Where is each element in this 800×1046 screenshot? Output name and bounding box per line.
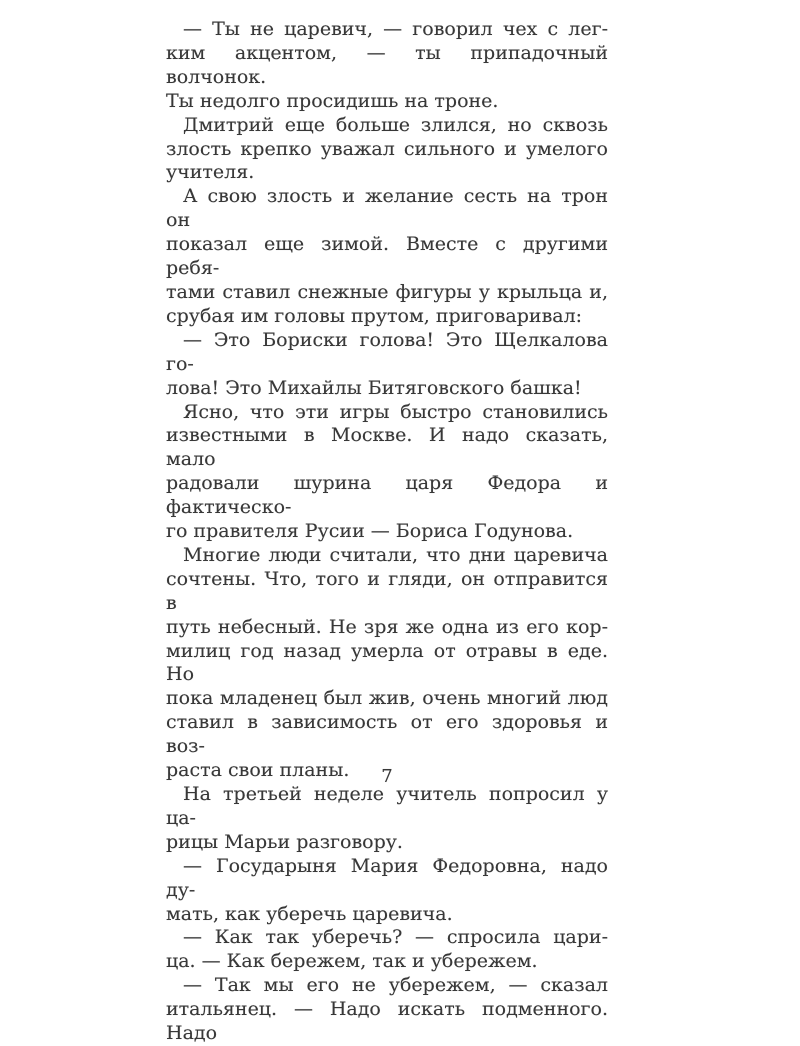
text-line: сочтены. Что, того и гляди, он отправится в [166, 567, 608, 614]
text-line: путь небесный. Не зря же одна из его кор- [166, 615, 608, 638]
paragraph [166, 544, 608, 783]
text-line: А свою злость и желание сесть на трон он [166, 185, 608, 232]
text-line: ца. — Как бережем, так и убережем. [166, 950, 538, 973]
text-line: Дмитрий еще больше злился, но сквозь [183, 113, 608, 136]
text-line: Ясно, что эти игры быстро становились [183, 400, 608, 423]
text-line: мать, как уберечь царевича. [166, 902, 453, 925]
paragraph [166, 401, 608, 544]
text-line: итальянец. — Надо искать подменного. Надо [166, 998, 608, 1045]
paragraph [166, 185, 608, 328]
text-line: срубая им головы прутом, приговаривал: [166, 304, 583, 327]
text-line: лова! Это Михайлы Битяговского башка! [166, 376, 582, 399]
page-number: 7 [381, 766, 393, 787]
text-line: — Это Бориски голова! Это Щелкалова го- [166, 328, 608, 375]
text-line: учителя. [166, 161, 255, 184]
paragraph [166, 783, 608, 855]
text-line: тами ставил снежные фигуры у крыльца и, [166, 280, 608, 303]
paragraph [166, 329, 608, 401]
paragraph [166, 18, 608, 114]
text-line: злость крепко уважал сильного и умелого [166, 137, 608, 160]
text-line: показал еще зимой. Вместе с другими ребя- [166, 233, 608, 280]
paragraph [166, 114, 608, 186]
paragraph [166, 855, 608, 927]
text-line: го правителя Русии — Бориса Годунова. [166, 520, 574, 543]
text-line: милиц год назад умерла от отравы в еде. Но [166, 639, 608, 686]
text-line: радовали шурина царя Федора и фактическо- [166, 472, 608, 519]
text-line: — Государыня Мария Федоровна, надо ду- [166, 854, 608, 901]
text-line: — Так мы его не убережем, — сказал [183, 974, 608, 997]
text-line: раста свои планы. [166, 759, 350, 782]
text-column [166, 18, 608, 1046]
text-line: известными в Москве. И надо сказать, мало [166, 424, 608, 471]
text-line: рицы Марьи разговору. [166, 830, 403, 853]
paragraph [166, 974, 608, 1046]
text-line: ким акцентом, — ты припадочный волчонок. [166, 41, 608, 88]
paragraph [166, 926, 608, 974]
text-line: На третьей неделе учитель попросил у ца- [166, 783, 608, 829]
text-line: ставил в зависимость от его здоровья и воз- [166, 711, 608, 758]
text-line: — Как так уберечь? — спросила цари- [183, 926, 608, 949]
text-line: Многие люди считали, что дни царевича [183, 543, 608, 566]
text-line: пока младенец был жив, очень многий люд [166, 687, 608, 710]
text-line: — Ты не царевич, — говорил чех с лег- [183, 18, 608, 40]
text-line: Ты недолго просидишь на троне. [166, 89, 499, 112]
